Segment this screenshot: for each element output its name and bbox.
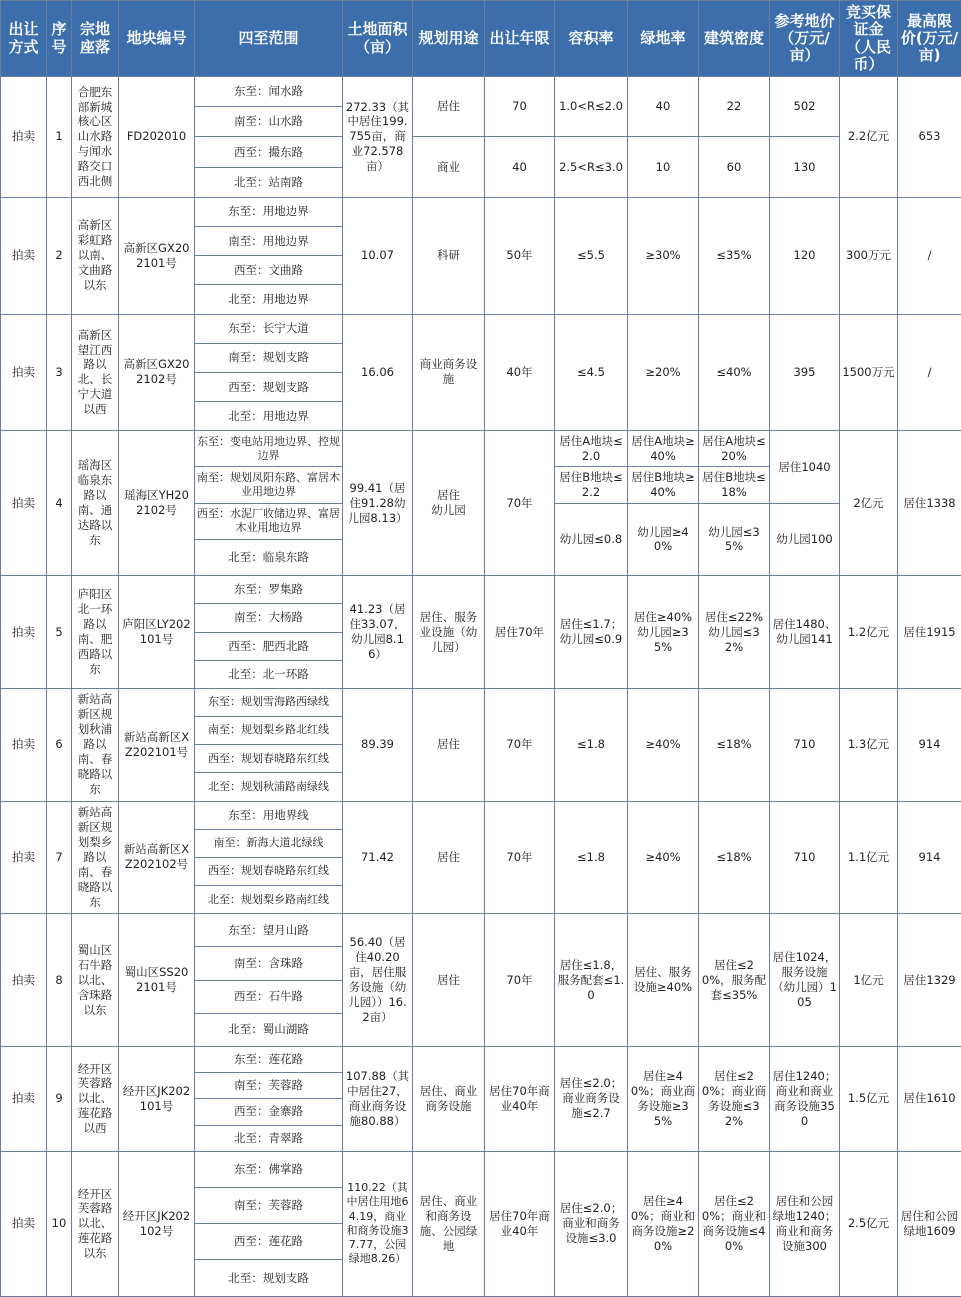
cell-bound-south: 南至：山水路: [195, 107, 343, 137]
cell-max: 居住1329: [898, 914, 961, 1047]
header-price: 参考地价（万元/亩）: [770, 1, 840, 77]
cell-bound-south: 南至：用地边界: [195, 226, 343, 255]
table-row: [1, 1047, 961, 1073]
cell-no: 4: [47, 431, 72, 576]
cell-area: 99.41（居住91.28幼儿园8.13）: [343, 431, 413, 576]
cell-green: 幼儿园≥40%: [628, 503, 699, 575]
cell-density: 居住A地块≤20%: [699, 431, 770, 467]
cell-far: ≤5.5: [555, 197, 628, 314]
cell-method: 拍卖: [1, 688, 47, 801]
cell-code: 经开区JK202102号: [119, 1151, 195, 1296]
cell-area: 41.23（居住33.07，幼儿园8.16）: [343, 576, 413, 689]
cell-green: ≥20%: [628, 314, 699, 431]
cell-bound-north: 北至：站南路: [195, 167, 343, 197]
cell-no: 2: [47, 197, 72, 314]
cell-max: 居住1338: [898, 431, 961, 576]
cell-bound-east: 东至：罗集路: [195, 576, 343, 604]
cell-density: 居住≤20%，服务配套≤35%: [699, 914, 770, 1047]
table-row: [1, 576, 961, 604]
header-area: 土地面积（亩）: [343, 1, 413, 77]
cell-bound-west: 西至：规划支路: [195, 372, 343, 401]
cell-term: 70: [485, 77, 555, 137]
table-row: [1, 197, 961, 226]
cell-area: 272.33（其中居住199.755亩，商业72.578亩）: [343, 77, 413, 198]
cell-no: 1: [47, 77, 72, 198]
cell-bound-north: 北至：规划梨乡路南红线: [195, 886, 343, 914]
cell-location: 经开区芙蓉路以北、莲花路以东: [72, 1151, 119, 1296]
cell-bound-north: 北至：青翠路: [195, 1125, 343, 1151]
cell-term: 40年: [485, 314, 555, 431]
cell-no: 5: [47, 576, 72, 689]
cell-location: 新站高新区规划秋浦路以南、春晓路以东: [72, 688, 119, 801]
cell-density: ≤18%: [699, 801, 770, 914]
cell-no: 9: [47, 1047, 72, 1152]
header-term: 出让年限: [485, 1, 555, 77]
cell-density: ≤18%: [699, 688, 770, 801]
cell-far: ≤1.8: [555, 801, 628, 914]
cell-term: 居住70年: [485, 576, 555, 689]
cell-bound-west: 西至：金寨路: [195, 1099, 343, 1125]
cell-use-text: 居住 幼儿园: [431, 488, 466, 518]
table-row: [1, 914, 961, 947]
cell-green: 居住≥40%幼儿园≥35%: [628, 576, 699, 689]
cell-max: /: [898, 314, 961, 431]
table-row: [1, 688, 961, 716]
cell-bound-south: 南至：芙蓉路: [195, 1073, 343, 1099]
cell-deposit: 2亿元: [840, 431, 898, 576]
cell-area: 71.42: [343, 801, 413, 914]
cell-deposit: 1.3亿元: [840, 688, 898, 801]
cell-price: 502: [770, 77, 840, 137]
cell-far: 居住≤1.8，服务配套≤1.0: [555, 914, 628, 1047]
cell-price: 710: [770, 801, 840, 914]
cell-bound-east: 东至：变电站用地边界、控规边界: [195, 431, 343, 467]
cell-green: 10: [628, 137, 699, 197]
header-row: [1, 1, 961, 77]
cell-use: [413, 431, 485, 576]
cell-green: 居住B地块≥40%: [628, 467, 699, 503]
cell-bound-south: 南至：规划支路: [195, 343, 343, 372]
cell-area: 10.07: [343, 197, 413, 314]
cell-bound-south: 南至：规划凤阳东路、富居木业用地边界: [195, 467, 343, 503]
cell-no: 10: [47, 1151, 72, 1296]
cell-code: FD202010: [119, 77, 195, 198]
cell-bound-west: 西至：规划春晓路东红线: [195, 857, 343, 885]
cell-far: ≤1.8: [555, 688, 628, 801]
cell-green: 40: [628, 77, 699, 137]
table-row: [1, 431, 961, 467]
cell-bound-south: 南至：规划梨乡路北红线: [195, 717, 343, 745]
cell-bound-west: 西至：水泥厂收储边界、富居木业用地边界: [195, 503, 343, 539]
cell-max: /: [898, 197, 961, 314]
cell-term: 40: [485, 137, 555, 197]
cell-green: ≥40%: [628, 688, 699, 801]
header-deposit: 竞买保证金（人民币）: [840, 1, 898, 77]
cell-deposit: 300万元: [840, 197, 898, 314]
cell-bound-north: 北至：规划支路: [195, 1260, 343, 1297]
cell-max: 居住和公园绿地1609: [898, 1151, 961, 1296]
cell-density: 居住≤20%；商业商务设施≤32%: [699, 1047, 770, 1152]
cell-use: 居住: [413, 688, 485, 801]
cell-method: 拍卖: [1, 914, 47, 1047]
cell-price: 居住1480、幼儿园141: [770, 576, 840, 689]
cell-use: 居住、商业商务设施: [413, 1047, 485, 1152]
header-far: 容积率: [555, 1, 628, 77]
cell-term: 50年: [485, 197, 555, 314]
cell-area: 56.40（居住40.20亩，居住服务设施（幼儿园））16.2亩）: [343, 914, 413, 1047]
header-method: 出让方式: [1, 1, 47, 77]
cell-location: 高新区望江西路以北、长宁大道以西: [72, 314, 119, 431]
cell-price: 395: [770, 314, 840, 431]
cell-density: 22: [699, 77, 770, 137]
cell-bound-north: 北至：临泉东路: [195, 539, 343, 575]
cell-bound-west: 西至：规划春晓路东红线: [195, 745, 343, 773]
cell-code: 新站高新区XZ202101号: [119, 688, 195, 801]
cell-green: 居住A地块≥40%: [628, 431, 699, 467]
header-code: 地块编号: [119, 1, 195, 77]
cell-method: 拍卖: [1, 77, 47, 198]
cell-location: 新站高新区规划梨乡路以南、春晓路以东: [72, 801, 119, 914]
cell-location: 庐阳区北一环路以南、肥西路以东: [72, 576, 119, 689]
cell-bound-south: 南至：芙蓉路: [195, 1187, 343, 1223]
cell-green: 居住、服务设施≥40%: [628, 914, 699, 1047]
cell-bound-east: 东至：用地边界: [195, 197, 343, 226]
cell-bound-north: 北至：北一环路: [195, 660, 343, 688]
cell-far: 居住≤2.0；商业商务设施≤2.7: [555, 1047, 628, 1152]
cell-far: 1.0<R≤2.0: [555, 77, 628, 137]
cell-term: 70年: [485, 431, 555, 576]
cell-bound-north: 北至：用地边界: [195, 402, 343, 431]
cell-deposit: 1.2亿元: [840, 576, 898, 689]
cell-method: 拍卖: [1, 1151, 47, 1296]
cell-far: 居住≤2.0；商业和商务设施≤3.0: [555, 1151, 628, 1296]
cell-code: 新站高新区XZ202102号: [119, 801, 195, 914]
cell-bound-east: 东至：望月山路: [195, 914, 343, 947]
cell-bound-north: 北至：用地边界: [195, 285, 343, 314]
cell-green: ≥40%: [628, 801, 699, 914]
cell-density: 居住≤20%；商业和商务设施≤40%: [699, 1151, 770, 1296]
cell-area: 110.22（其中居住用地64.19，商业和商务设施37.77，公园绿地8.26）: [343, 1151, 413, 1296]
cell-deposit: 2.2亿元: [840, 77, 898, 198]
cell-deposit: 1500万元: [840, 314, 898, 431]
cell-term: 居住70年商业40年: [485, 1151, 555, 1296]
cell-use: 居住、商业和商务设施、公园绿地: [413, 1151, 485, 1296]
cell-code: 庐阳区LY202101号: [119, 576, 195, 689]
cell-use: 居住、服务业设施（幼儿园）: [413, 576, 485, 689]
cell-method: 拍卖: [1, 576, 47, 689]
cell-location: 高新区彩虹路以南、文曲路以东: [72, 197, 119, 314]
cell-method: 拍卖: [1, 314, 47, 431]
cell-location: 合肥东部新城核心区山水路与闻水路交口西北侧: [72, 77, 119, 198]
cell-deposit: 1.5亿元: [840, 1047, 898, 1152]
cell-use: 商业: [413, 137, 485, 197]
cell-max: 居住1610: [898, 1047, 961, 1152]
cell-density: 居住≤22%幼儿园≤32%: [699, 576, 770, 689]
cell-use: 居住: [413, 801, 485, 914]
cell-max: 居住1915: [898, 576, 961, 689]
cell-use: 居住: [413, 914, 485, 1047]
cell-far: 2.5<R≤3.0: [555, 137, 628, 197]
cell-price: 居住1240；商业和商业商务设施350: [770, 1047, 840, 1152]
cell-bound-east: 东至：闻水路: [195, 77, 343, 107]
cell-far: 居住B地块≤2.2: [555, 467, 628, 503]
cell-term: 70年: [485, 688, 555, 801]
cell-far: ≤4.5: [555, 314, 628, 431]
cell-price: 幼儿园100: [770, 503, 840, 575]
cell-price: 710: [770, 688, 840, 801]
cell-code: 瑶海区YH202102号: [119, 431, 195, 576]
table-row: [1, 801, 961, 829]
cell-bound-east: 东至：莲花路: [195, 1047, 343, 1073]
cell-price: 居住1040: [770, 431, 840, 503]
cell-density: ≤40%: [699, 314, 770, 431]
cell-price: 130: [770, 137, 840, 197]
table-row: [1, 1151, 961, 1187]
cell-bound-south: 南至：新海大道北绿线: [195, 829, 343, 857]
cell-code: 经开区JK202101号: [119, 1047, 195, 1152]
cell-term: 居住70年商业40年: [485, 1047, 555, 1152]
cell-deposit: 1亿元: [840, 914, 898, 1047]
header-max: 最高限价(万元/亩): [898, 1, 961, 77]
cell-code: 蜀山区SS202101号: [119, 914, 195, 1047]
cell-bound-south: 南至：大杨路: [195, 604, 343, 632]
cell-green: 居住≥40%；商业商务设施≥35%: [628, 1047, 699, 1152]
cell-bound-west: 西至：肥西北路: [195, 632, 343, 660]
cell-code: 高新区GX202101号: [119, 197, 195, 314]
cell-max: 653: [898, 77, 961, 198]
cell-bound-east: 东至：长宁大道: [195, 314, 343, 343]
header-density: 建筑密度: [699, 1, 770, 77]
cell-bound-west: 西至：石牛路: [195, 980, 343, 1013]
cell-deposit: 2.5亿元: [840, 1151, 898, 1296]
cell-max: 914: [898, 688, 961, 801]
cell-far: 居住≤1.7；幼儿园≤0.9: [555, 576, 628, 689]
cell-method: 拍卖: [1, 431, 47, 576]
cell-bound-east: 东至：佛掌路: [195, 1151, 343, 1187]
cell-bound-north: 北至：蜀山湖路: [195, 1013, 343, 1046]
cell-far: 居住A地块≤2.0: [555, 431, 628, 467]
header-green: 绿地率: [628, 1, 699, 77]
cell-no: 3: [47, 314, 72, 431]
cell-use: 居住: [413, 77, 485, 137]
cell-location: 经开区芙蓉路以北、莲花路以西: [72, 1047, 119, 1152]
cell-location: 瑶海区临泉东路以南、通达路以东: [72, 431, 119, 576]
cell-density: 居住B地块≤18%: [699, 467, 770, 503]
header-use: 规划用途: [413, 1, 485, 77]
table-row: [1, 77, 961, 107]
cell-density: 幼儿园≤35%: [699, 503, 770, 575]
cell-bound-west: 西至：撮东路: [195, 137, 343, 167]
cell-density: ≤35%: [699, 197, 770, 314]
cell-term: 70年: [485, 801, 555, 914]
header-bounds: 四至范围: [195, 1, 343, 77]
cell-max: 914: [898, 801, 961, 914]
cell-method: 拍卖: [1, 801, 47, 914]
cell-bound-west: 西至：莲花路: [195, 1224, 343, 1260]
cell-bound-north: 北至：规划秋浦路南绿线: [195, 773, 343, 801]
cell-deposit: 1.1亿元: [840, 801, 898, 914]
cell-price: 居住1024，服务设施（幼儿园）105: [770, 914, 840, 1047]
header-no: 序号: [47, 1, 72, 77]
cell-method: 拍卖: [1, 197, 47, 314]
cell-area: 16.06: [343, 314, 413, 431]
cell-use: 商业商务设施: [413, 314, 485, 431]
table-row: [1, 314, 961, 343]
cell-green: 居住≥40%；商业和商务设施≥20%: [628, 1151, 699, 1296]
cell-no: 8: [47, 914, 72, 1047]
cell-bound-west: 西至：文曲路: [195, 256, 343, 285]
cell-area: 107.88（其中居住27，商业商务设施80.88）: [343, 1047, 413, 1152]
cell-price: 居住和公园绿地1240；商业和商务设施300: [770, 1151, 840, 1296]
cell-bound-east: 东至：规划雪海路西绿线: [195, 688, 343, 716]
cell-density: 60: [699, 137, 770, 197]
cell-location: 蜀山区石牛路以北、含珠路以东: [72, 914, 119, 1047]
cell-term: 70年: [485, 914, 555, 1047]
cell-green: ≥30%: [628, 197, 699, 314]
cell-area: 89.39: [343, 688, 413, 801]
cell-far: 幼儿园≤0.8: [555, 503, 628, 575]
cell-bound-south: 南至：含珠路: [195, 947, 343, 980]
cell-price: 120: [770, 197, 840, 314]
cell-no: 6: [47, 688, 72, 801]
cell-code: 高新区GX202102号: [119, 314, 195, 431]
cell-no: 7: [47, 801, 72, 914]
cell-bound-east: 东至：用地界线: [195, 801, 343, 829]
header-location: 宗地座落: [72, 1, 119, 77]
cell-use: 科研: [413, 197, 485, 314]
cell-method: 拍卖: [1, 1047, 47, 1152]
